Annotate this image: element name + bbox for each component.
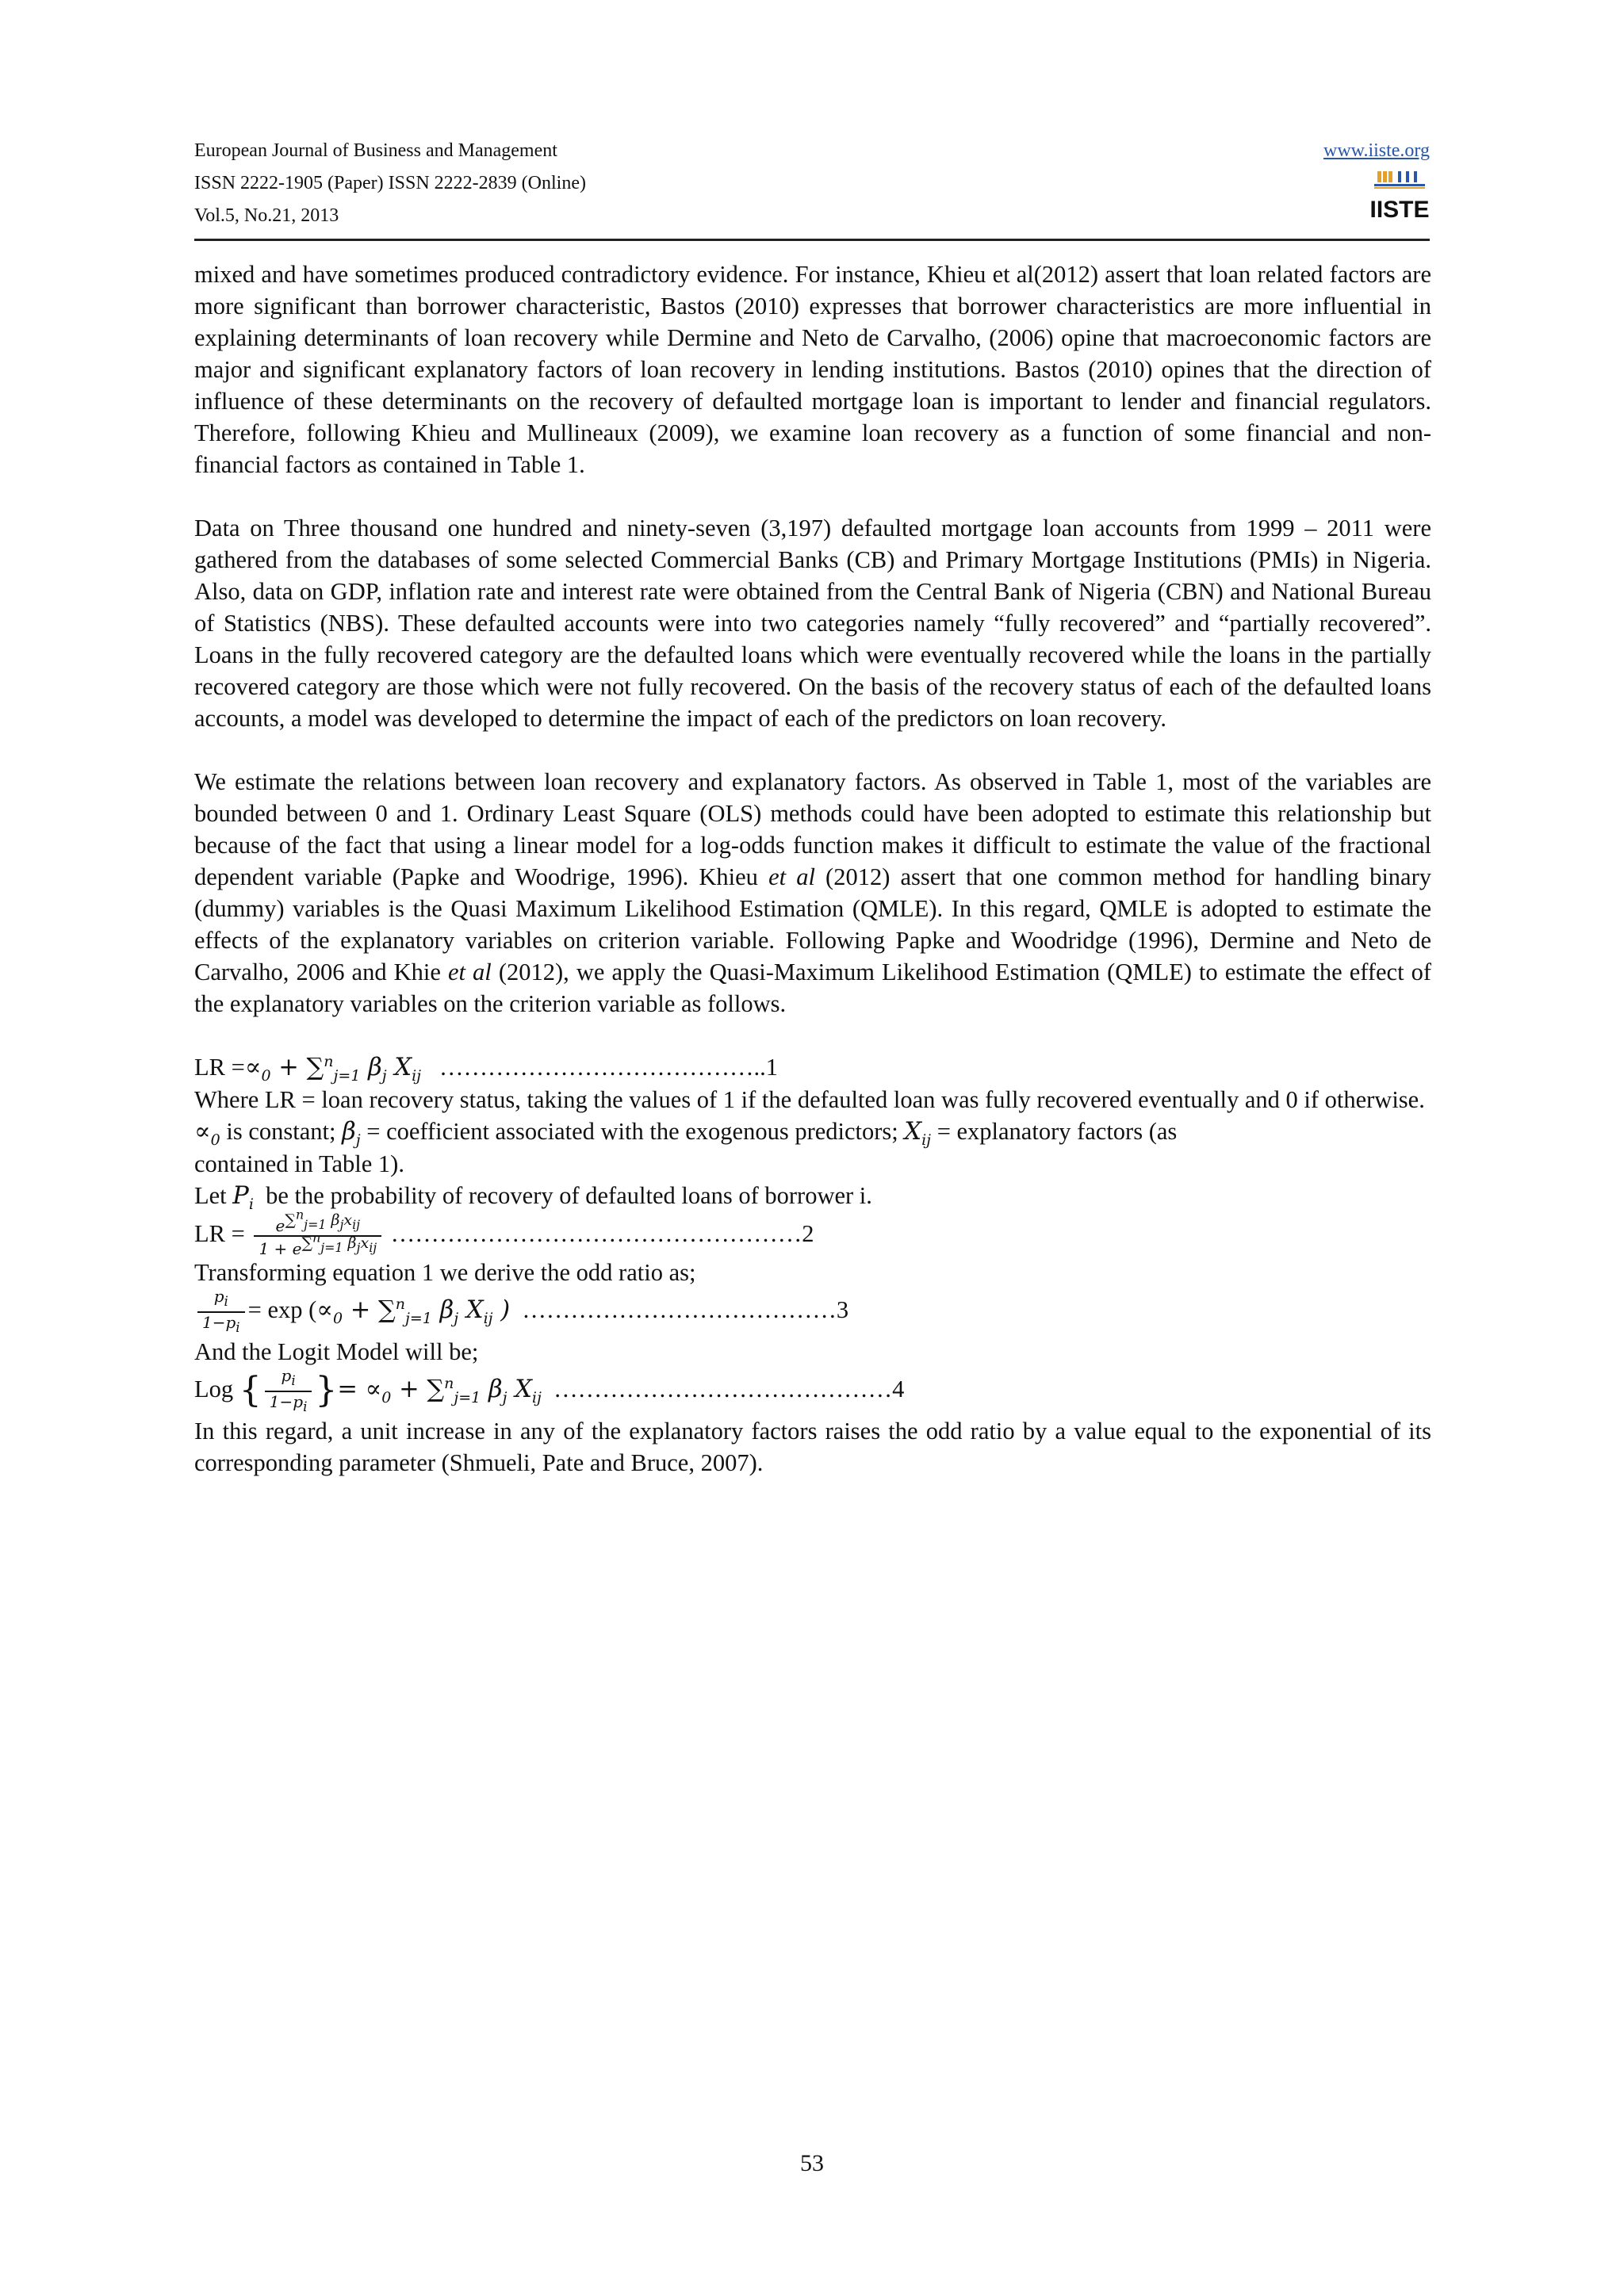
- article-body: [194, 258, 1431, 1510]
- constant-text-c: = explanatory factors (as: [936, 1118, 1178, 1145]
- journal-name: European Journal of Business and Management: [194, 140, 557, 161]
- constant-text-b: = coefficient associated with the exogenous predictors;: [366, 1118, 898, 1145]
- eq3-math: $\propto_0 + \sum^n_{j=1}$ $\beta_j$ $X_{ij}$ ): [316, 1295, 511, 1328]
- eq2-number: ……………………………………………2: [390, 1220, 814, 1247]
- p3-etal-2: et al: [447, 959, 492, 985]
- constant-text-a: is constant;: [226, 1118, 336, 1145]
- running-header: [194, 135, 1430, 241]
- left-brace: {: [239, 1369, 262, 1410]
- eq4-math: = $\propto_0 + \sum^n_{j=1}$ $\beta_j$ $X_{ij}$: [337, 1374, 542, 1407]
- p3-text-a: We estimate the relations between loan recovery and explanatory factors. As observed in Table 1, most of the variables are bounded between 0 and 1. Ordinary Least Square (OLS) methods could have been adopted to estimate this relationship but because of the fact that using a linear model for a log-odds function makes it difficult to estimate the value of the fractional dependent variable (Papke and Woodrige, 1996). Khieu: [194, 768, 1431, 890]
- let-text-a: Let: [194, 1182, 227, 1209]
- equation-1: [194, 1051, 1431, 1084]
- iiste-logo: [1369, 170, 1430, 223]
- let-text-b: be the probability of recovery of defaulted loans of borrower i.: [266, 1182, 872, 1209]
- equation-2: [194, 1207, 1431, 1258]
- paragraph-1: mixed and have sometimes produced contradictory evidence. For instance, Khieu et al(2012) assert that loan related factors are more significant than borrower characteristic, Bastos (2010) expresses that borrower characteristics are more influential in explaining determinants of loan recovery while Dermine and Neto de Carvalho, (2006) opine that macroeconomic factors are major and significant explanatory factors of loan recovery in lending institutions. Bastos (2010) opines that the direction of influence of these determinants on the recovery of defaulted mortgage loan is important to lender and financial regulators. Therefore, following Khieu and Mullineaux (2009), we examine loan recovery as a function of some financial and non-financial factors as contained in Table 1.: [194, 261, 1431, 478]
- p-symbol: $P_i$: [232, 1182, 254, 1214]
- equation-3: [194, 1288, 1431, 1336]
- p3-text-c: (2012), we apply the Quasi-Maximum Likelihood Estimation (QMLE) to estimate the effect of the explanatory variables on the criterion variable as follows.: [194, 959, 1432, 1017]
- equation-4: [194, 1365, 1431, 1415]
- beta-symbol: $\beta_j$: [342, 1118, 361, 1150]
- p3-text-b: (2012) assert that one common method for handling binary (dummy) variables is the Quasi Maximum Likelihood Estimation (QMLE). In this regard, QMLE is adopted to estimate the effects of the explanatory variables on criterion variable. Following Papke and Woodridge (1996), Dermine and Neto de Carvalho, 2006 and Khie: [194, 863, 1431, 985]
- eq1-lhs: LR =: [194, 1054, 245, 1081]
- volume-line: Vol.5, No.21, 2013: [194, 205, 339, 226]
- constant-line: [194, 1115, 1431, 1148]
- right-brace: }: [315, 1369, 338, 1410]
- eq3-number: …………………………………3: [522, 1295, 849, 1323]
- eq2-lhs: LR =: [194, 1220, 245, 1247]
- issn-line: ISSN 2222-1905 (Paper) ISSN 2222-2839 (Online): [194, 173, 586, 193]
- eq4-lhs: Log: [194, 1375, 234, 1402]
- eq4-number: ……………………………………4: [553, 1375, 905, 1402]
- iiste-logo-text: IISTE: [1369, 197, 1430, 223]
- eq2-fraction: $\frac{e^{\sum^n_{j=1} \beta_jx_{ij}}}{1 + e^{\sum^n_{j=1} \beta_jx_{ij}}}$: [254, 1215, 381, 1257]
- transform-line: Transforming equation 1 we derive the odd ratio as;: [194, 1258, 696, 1286]
- paragraph-2: Data on Three thousand one hundred and ninety-seven (3,197) defaulted mortgage loan accounts from 1999 – 2011 were gathered from the databases of some selected Commercial Banks (CB) and Primary Mortgage Institutions (PMIs) in Nigeria. Also, data on GDP, inflation rate and interest rate were obtained from the Central Bank of Nigeria (CBN) and National Bureau of Statistics (NBS). These defaulted accounts were into two categories namely “fully recovered” and “partially recovered”. Loans in the fully recovered category are the defaulted loans which were eventually recovered while the loans in the partially recovered category are those which were not fully recovered. On the basis of the recovery status of each of the defaulted loans accounts, a model was developed to determine the impact of each of the predictors on loan recovery.: [194, 515, 1431, 732]
- eq4-odds-fraction: $\frac{p_i}{1-p_i}$: [265, 1368, 312, 1415]
- constant-line-2: contained in Table 1).: [194, 1150, 404, 1177]
- eq1-number: …………………………………..1: [439, 1054, 778, 1081]
- alpha-symbol: $\propto_0$: [194, 1118, 220, 1150]
- eq3-odds-fraction: $\frac{p_i}{1-p_i}$: [197, 1288, 245, 1336]
- closing-paragraph: In this regard, a unit increase in any of the explanatory factors raises the odd ratio by a value equal to the exponential of its corresponding parameter (Shmueli, Pate and Bruce, 2007).: [194, 1417, 1431, 1476]
- journal-url-link[interactable]: www.iiste.org: [1323, 140, 1430, 161]
- let-line: [194, 1180, 1431, 1212]
- logit-intro: And the Logit Model will be;: [194, 1337, 479, 1365]
- paragraph-3: [194, 766, 1431, 1020]
- where-lr: Where LR = loan recovery status, taking the values of 1 if the defaulted loan was fully recovered eventually and 0 if otherwise.: [194, 1086, 1425, 1113]
- p3-etal-1: et al: [768, 863, 815, 890]
- header-rule: [194, 239, 1430, 241]
- page-number: 53: [800, 2150, 824, 2176]
- eq3-mid: = exp (: [247, 1295, 317, 1323]
- eq1-math: $\propto_0 + \sum^n_{j=1}$ $\beta_j$ $X_{ij}$: [244, 1052, 422, 1085]
- x-symbol: $X_{ij}$: [904, 1118, 932, 1150]
